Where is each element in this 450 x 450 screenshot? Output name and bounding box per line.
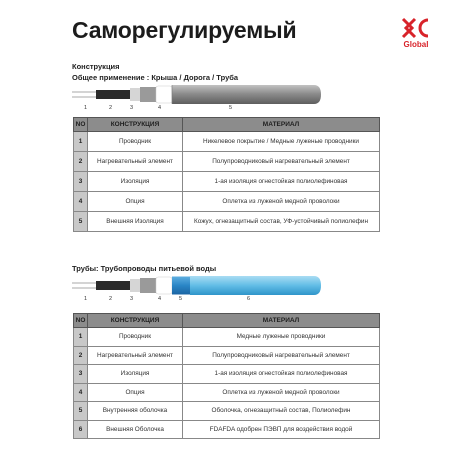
cable-part-labels	[72, 105, 332, 115]
col-header-material: МАТЕРИАЛ	[183, 314, 380, 328]
page-title: Саморегулируемый	[72, 17, 297, 43]
cell-material: 1-ая изоляция огнестойкая полиолефиновая	[183, 172, 380, 192]
cell-construction: Нагревательный элемент	[88, 346, 183, 365]
cell-no: 6	[74, 420, 88, 439]
cable-part-labels	[72, 296, 332, 306]
cable-label: 1	[84, 296, 88, 302]
table-row	[74, 132, 380, 152]
cell-construction: Внешняя Изоляция	[88, 212, 183, 232]
col-header-construction: КОНСТРУКЦИЯ	[88, 314, 183, 328]
cell-construction: Проводник	[88, 132, 183, 152]
table-row	[74, 212, 380, 232]
cell-material: Никелевое покрытие / Медные луженые проводники	[183, 132, 380, 152]
table-row	[74, 328, 380, 347]
section2-subheading: Трубы: Трубопроводы питьевой воды	[72, 264, 217, 273]
cable-label: 4	[158, 296, 162, 302]
cell-no: 5	[74, 212, 88, 232]
table-header-row	[74, 118, 380, 132]
cell-no: 4	[74, 383, 88, 402]
cell-no: 1	[74, 328, 88, 347]
cable-label: 1	[84, 105, 88, 111]
col-header-material: МАТЕРИАЛ	[183, 118, 380, 132]
heating-cable-illustration	[72, 84, 322, 106]
cable-label: 6	[247, 296, 251, 302]
cable-label: 3	[130, 296, 134, 302]
section1-subheading: Общее применение : Крыша / Дорога / Труба	[72, 73, 239, 82]
cell-material: Кожух, огнезащитный состав, УФ-устойчивый полиолефин	[183, 212, 380, 232]
construction-table-general	[73, 117, 380, 232]
cell-no: 2	[74, 346, 88, 365]
cable-label: 3	[130, 105, 134, 111]
cell-construction: Внутренняя оболочка	[88, 402, 183, 421]
cell-material: Оплетка из луженой медной проволоки	[183, 383, 380, 402]
cable-label: 2	[109, 296, 113, 302]
brand-logo-icon	[401, 16, 431, 40]
cell-no: 4	[74, 192, 88, 212]
cell-material: Полупроводниковый нагревательный элемент	[183, 152, 380, 172]
table-row	[74, 420, 380, 439]
table-row	[74, 402, 380, 421]
cell-construction: Проводник	[88, 328, 183, 347]
cell-no: 3	[74, 172, 88, 192]
cell-no: 5	[74, 402, 88, 421]
table-row	[74, 346, 380, 365]
cell-material: FDAFDA одобрен ПЭВП для воздействия водой	[183, 420, 380, 439]
col-header-no: NO	[74, 118, 88, 132]
cell-no: 3	[74, 365, 88, 384]
table-row	[74, 383, 380, 402]
cell-material: Медные луженые проводники	[183, 328, 380, 347]
cable-label: 2	[109, 105, 113, 111]
col-header-construction: КОНСТРУКЦИЯ	[88, 118, 183, 132]
cable-label: 5	[179, 296, 183, 302]
table-row	[74, 192, 380, 212]
table-row	[74, 152, 380, 172]
section1-heading: Конструкция	[72, 62, 120, 71]
cell-construction: Изоляция	[88, 172, 183, 192]
cell-no: 1	[74, 132, 88, 152]
cell-construction: Нагревательный элемент	[88, 152, 183, 172]
cell-construction: Опция	[88, 192, 183, 212]
table-header-row	[74, 314, 380, 328]
cell-material: Оплетка из луженой медной проволоки	[183, 192, 380, 212]
table-row	[74, 172, 380, 192]
construction-table-water-pipes	[73, 313, 380, 439]
col-header-no: NO	[74, 314, 88, 328]
cell-no: 2	[74, 152, 88, 172]
brand-logo-text: Global	[403, 40, 429, 49]
cell-construction: Изоляция	[88, 365, 183, 384]
cell-construction: Опция	[88, 383, 183, 402]
cable-label: 4	[158, 105, 162, 111]
cell-material: 1-ая изоляция огнестойкая полиолефиновая	[183, 365, 380, 384]
cable-label: 5	[229, 105, 233, 111]
cell-material: Полупроводниковый нагревательный элемент	[183, 346, 380, 365]
table-row	[74, 365, 380, 384]
cell-construction: Внешняя Оболочка	[88, 420, 183, 439]
cell-material: Оболочка, огнезащитный состав, Полиолефин	[183, 402, 380, 421]
brand-logo	[392, 16, 440, 56]
water-pipe-cable-illustration	[72, 275, 322, 297]
